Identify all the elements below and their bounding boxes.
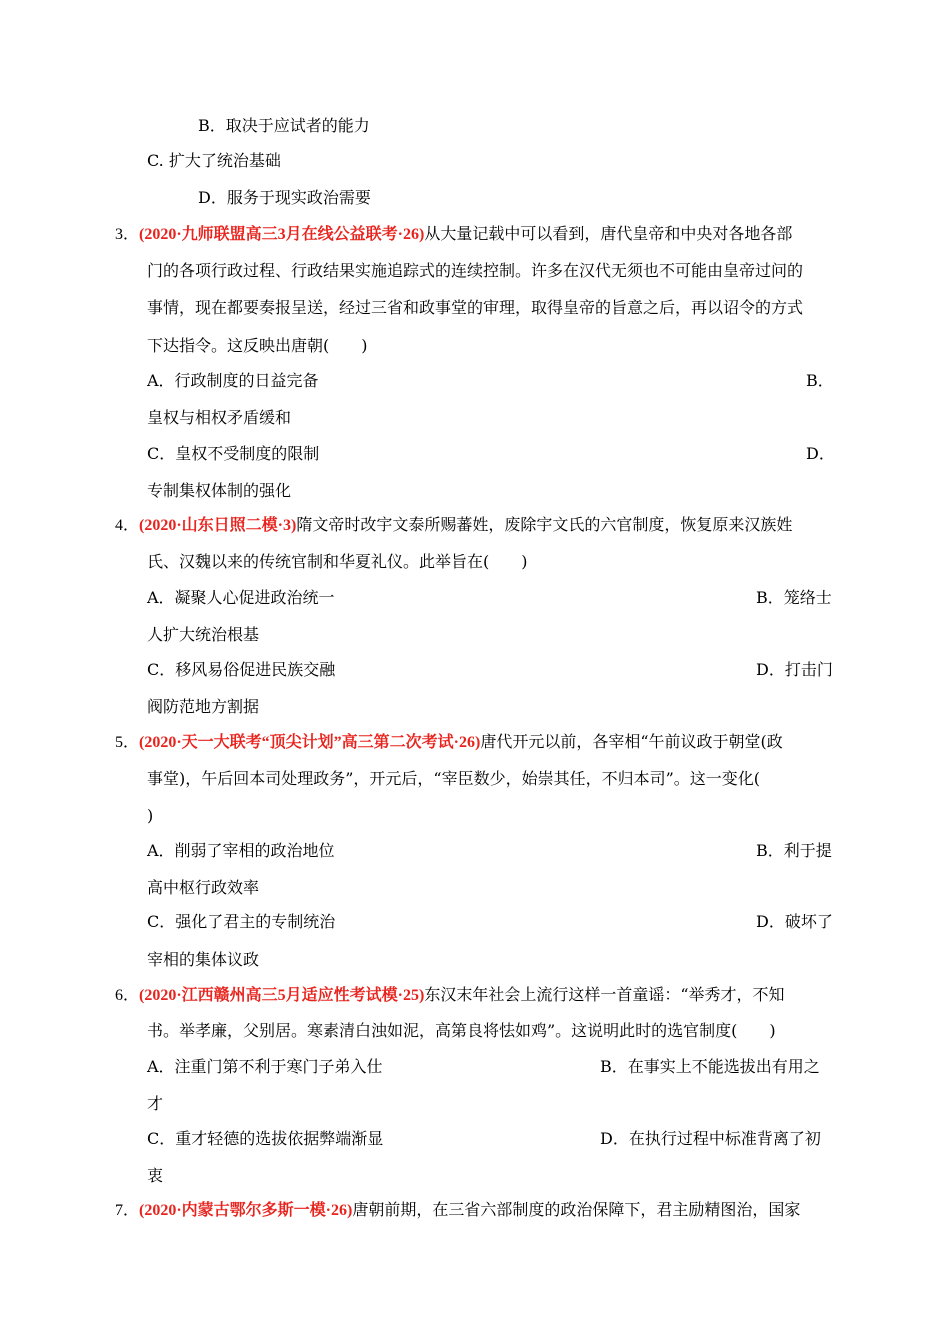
option-a: A．注重门第不利于寒门子弟入仕 [147,1057,383,1076]
question-4-first-line [115,515,792,536]
option-d-text: 阀防范地方割据 [147,697,260,716]
question-source: (2020·天一大联考“顶尖计划”高三第二次考试·26) [139,734,481,751]
option-d-label: D．在执行过程中标准背离了初 [600,1129,821,1148]
option-b-text: 皇权与相权矛盾缓和 [147,408,292,427]
option-c: C．皇权不受制度的限制 [147,444,320,463]
option-a: A．凝聚人心促进政治统一 [147,588,335,607]
option-b-text: 才 [147,1094,164,1113]
question-source: (2020·九师联盟高三3月在线公益联考·26) [139,226,425,243]
question-stem: 下达指令。这反映出唐朝( ) [147,336,368,355]
option-d: D．服务于现实政治需要 [198,188,371,207]
option-d-label: D．打击门 [756,660,833,679]
question-7-first-line [115,1200,800,1221]
option-b-label: B．笼络士 [756,588,832,607]
option-d-label: D． [806,444,835,463]
question-5-first-line [115,732,783,753]
question-stem: 从大量记载中可以看到，唐代皇帝和中央对各地各部 [424,224,793,243]
question-number: 4． [115,517,140,534]
question-source: (2020·山东日照二模·3) [139,517,297,534]
option-b-text: 高中枢行政效率 [147,878,260,897]
question-source: (2020·内蒙古鄂尔多斯一模·26) [139,1202,353,1219]
question-number: 7． [115,1202,140,1219]
option-d-text: 宰相的集体议政 [147,950,260,969]
question-stem: 事情，现在都要奏报呈送，经过三省和政事堂的审理，取得皇帝的旨意之后，再以诏令的方式 [147,298,804,317]
option-b: B．取决于应试者的能力 [198,116,370,135]
question-stem: 书。举孝廉，父别居。寒素清白浊如泥，高第良将怯如鸡”。这说明此时的选官制度( ) [147,1021,776,1040]
question-stem: 门的各项行政过程、行政结果实施追踪式的连续控制。许多在汉代无须也不可能由皇帝过问的 [147,261,804,280]
option-b-label: B． [806,371,834,390]
question-stem: 氏、汉魏以来的传统官制和华夏礼仪。此举旨在( ) [147,552,528,571]
option-b-label: B．在事实上不能选拔出有用之 [600,1057,820,1076]
question-number: 5． [115,734,140,751]
option-c: C．移风易俗促进民族交融 [147,660,336,679]
question-stem: 唐代开元以前，各宰相“午前议政于朝堂(政 [480,732,783,751]
option-d-text: 专制集权体制的强化 [147,481,292,500]
question-3-first-line [115,224,792,245]
question-stem: 隋文帝时改宇文泰所赐蕃姓，废除宇文氏的六官制度，恢复原来汉族姓 [296,515,793,534]
option-b-text: 人扩大统治根基 [147,625,260,644]
option-b-label: B．利于提 [756,841,832,860]
question-stem: 事堂)，午后回本司处理政务”，开元后，“宰臣数少，始崇其任，不归本司”。这一变化( [147,769,761,788]
option-c: C．强化了君主的专制统治 [147,912,336,931]
question-stem: 东汉末年社会上流行这样一首童谣：“举秀才，不知 [424,985,785,1004]
question-stem: 唐朝前期，在三省六部制度的政治保障下，君主励精图治，国家 [352,1200,801,1219]
question-number: 3． [115,226,140,243]
option-d-label: D．破坏了 [756,912,833,931]
option-a: A．削弱了宰相的政治地位 [147,841,335,860]
option-a: A．行政制度的日益完备 [147,371,319,390]
question-number: 6． [115,987,140,1004]
option-c: C. 扩大了统治基础 [147,151,281,170]
question-source: (2020·江西赣州高三5月适应性考试模·25) [139,987,425,1004]
option-d-text: 衷 [147,1166,164,1185]
option-c: C．重才轻德的选拔依据弊端渐显 [147,1129,384,1148]
question-stem: ) [147,806,154,825]
question-6-first-line [115,985,785,1006]
